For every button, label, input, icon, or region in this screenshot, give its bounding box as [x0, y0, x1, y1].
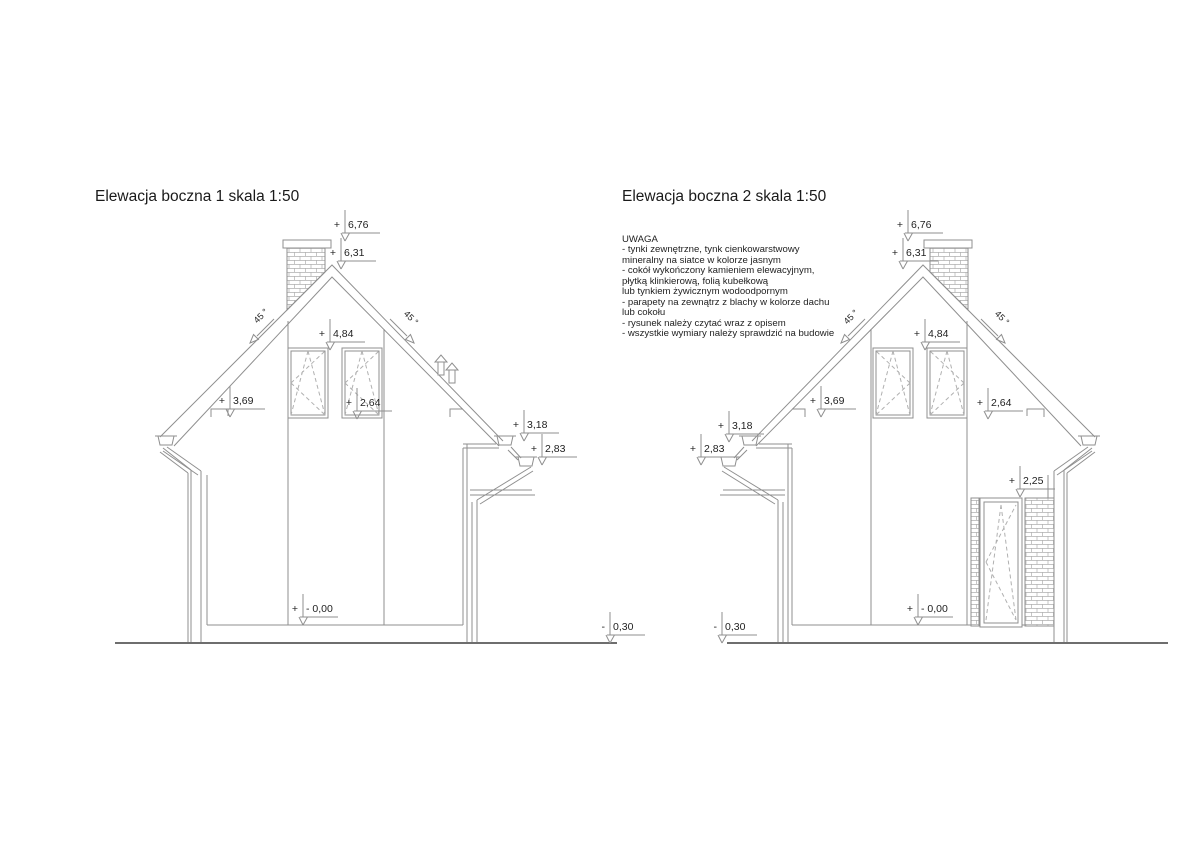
level-marker-sign: +: [689, 443, 696, 455]
level-marker-value: 4,84: [928, 328, 949, 340]
level-marker-value: 6,76: [911, 219, 932, 231]
level-marker: [714, 612, 758, 643]
level-marker-value: 0,30: [613, 621, 634, 633]
level-marker: [718, 411, 764, 442]
elevation-1-geometry: [155, 240, 537, 643]
level-marker-value: 4,84: [333, 328, 354, 340]
level-marker: [319, 319, 365, 350]
level-marker: [334, 210, 380, 241]
level-marker-value: 3,18: [527, 419, 548, 431]
level-marker-value: 2,25: [1023, 475, 1044, 487]
level-marker-value: 2,64: [360, 397, 381, 409]
level-marker-value: 3,18: [732, 420, 753, 432]
level-marker-value: 0,30: [725, 621, 746, 633]
note-line: lub tynkiem żywicznym wodoodpornym: [622, 286, 788, 298]
elevation-2-title: Elewacja boczna 2 skala 1:50: [622, 188, 827, 205]
level-marker-value: 3,69: [824, 395, 845, 407]
level-marker-sign: +: [906, 603, 913, 615]
level-marker-sign: +: [1008, 475, 1015, 487]
level-marker-sign: +: [809, 395, 816, 407]
roof-angle-right: 45 °: [401, 308, 421, 328]
elevation-1-markers: [219, 210, 645, 643]
level-marker: [914, 319, 960, 350]
level-marker-sign: +: [329, 247, 336, 259]
level-marker-value: 2,64: [991, 397, 1012, 409]
level-marker-value: - 0,00: [306, 603, 333, 615]
level-marker-sign: +: [976, 397, 983, 409]
level-marker: [977, 388, 1023, 419]
level-marker: [897, 210, 943, 241]
level-marker-sign: +: [530, 443, 537, 455]
level-marker-sign: -: [713, 621, 717, 633]
note-line: lub cokołu: [622, 307, 666, 319]
note-line: - cokół wykończony kamieniem elewacyjnym,: [622, 265, 815, 277]
level-marker: [330, 238, 376, 269]
note-line: mineralny na siatce w kolorze jasnym: [622, 254, 781, 266]
roof-angle-left: 45 °: [251, 306, 271, 326]
level-marker-sign: +: [218, 395, 225, 407]
level-marker-value: 6,31: [906, 247, 927, 259]
level-marker-value: 2,83: [545, 443, 566, 455]
level-marker: [602, 612, 646, 643]
level-marker-value: 6,76: [348, 219, 369, 231]
level-marker: [907, 594, 953, 625]
note-line: płytką klinkierową, folią kubełkową: [622, 275, 769, 287]
level-marker: [690, 434, 736, 465]
level-marker-sign: +: [913, 328, 920, 340]
level-marker: [292, 594, 338, 625]
side-door: [971, 498, 1054, 627]
note-line: UWAGA: [622, 234, 658, 245]
roof-angle-right: 45 °: [992, 308, 1012, 328]
level-marker-sign: +: [717, 420, 724, 432]
level-marker-sign: +: [891, 247, 898, 259]
note-line: - wszystkie wymiary należy sprawdzić na budowie: [622, 328, 835, 340]
elevation-2-geometry: [718, 240, 1100, 643]
level-marker-value: 6,31: [344, 247, 365, 259]
level-marker: [513, 410, 559, 441]
level-marker-value: 2,83: [704, 443, 725, 455]
note-line: - rysunek należy czytać wraz z opisem: [622, 317, 786, 329]
elevation-1-title: Elewacja boczna 1 skala 1:50: [95, 188, 300, 205]
level-marker-sign: +: [318, 328, 325, 340]
note-line: - tynki zewnętrzne, tynk cienkowarstwowy: [622, 244, 800, 256]
level-marker: [810, 386, 856, 417]
note-line: - parapety na zewnątrz z blachy w kolorze dachu: [622, 296, 830, 308]
roof-angle-left: 45 °: [841, 307, 861, 327]
level-marker-sign: -: [601, 621, 605, 633]
level-marker-value: - 0,00: [921, 603, 948, 615]
level-marker-sign: +: [291, 603, 298, 615]
level-marker: [531, 434, 577, 465]
level-marker-sign: +: [333, 219, 340, 231]
level-marker-sign: +: [896, 219, 903, 231]
level-marker-sign: +: [512, 419, 519, 431]
level-marker-value: 3,69: [233, 395, 254, 407]
level-marker-sign: +: [345, 397, 352, 409]
roof-vent-icon: [435, 355, 458, 383]
